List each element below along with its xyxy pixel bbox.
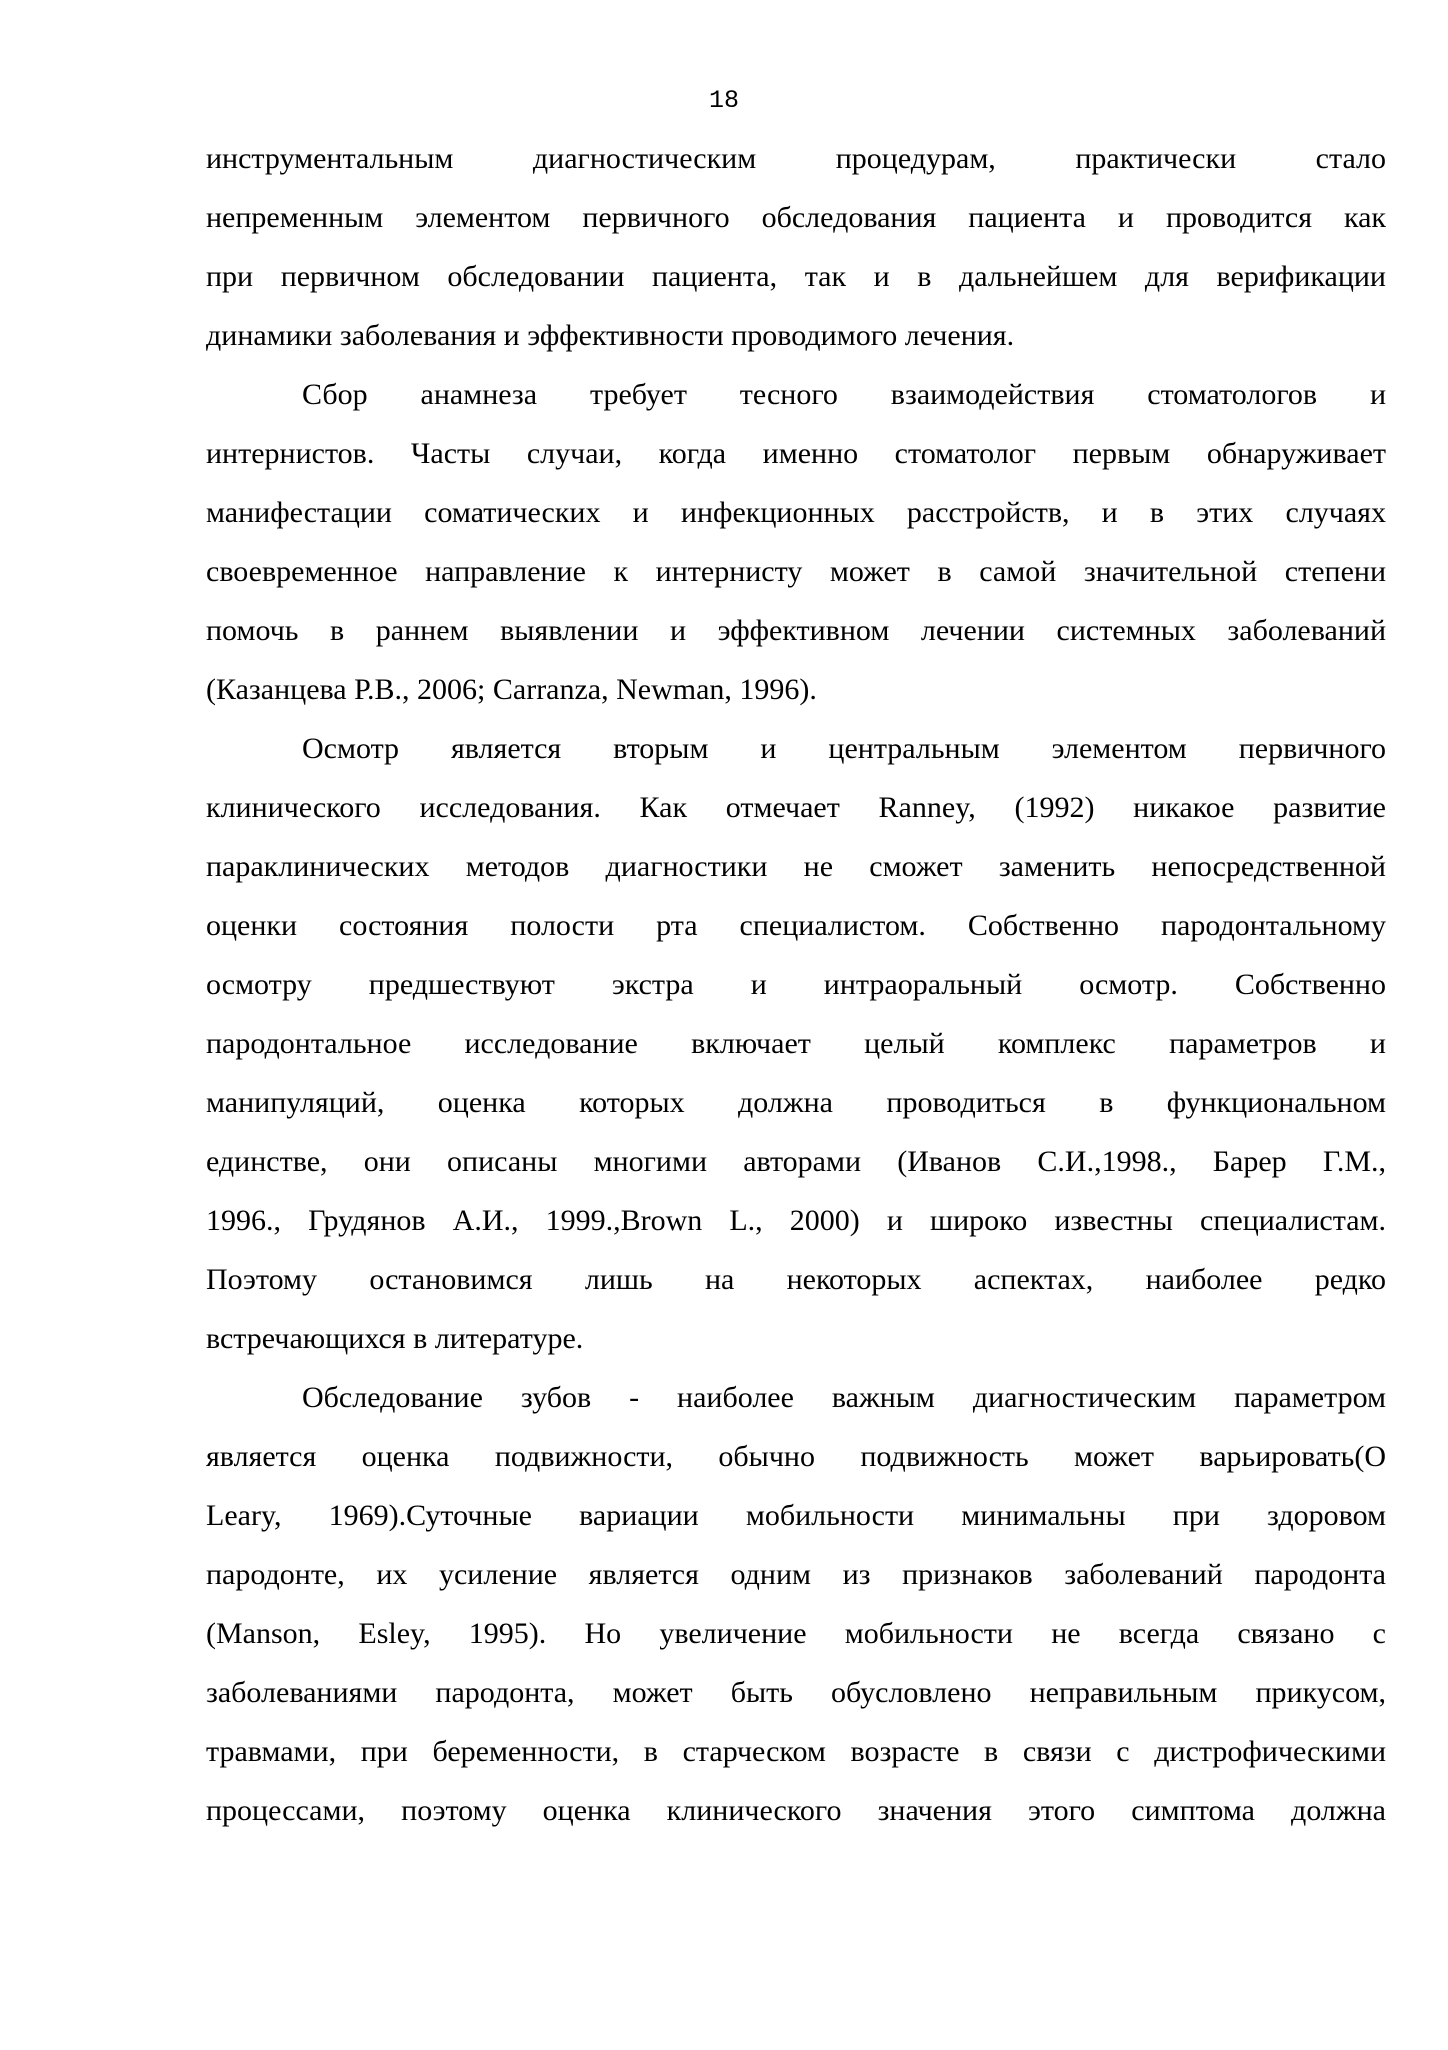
paragraph <box>206 719 1386 1368</box>
page-number: 18 <box>708 86 739 115</box>
text-line: помочь в раннем выявлении и эффективном лечении системных заболеваний <box>206 614 1386 647</box>
text-line: 1996., Грудянов А.И., 1999.,Brown L., 2000) и широко известны специалистам. <box>206 1204 1386 1237</box>
paragraph <box>206 365 1386 719</box>
text-line: Leary, 1969).Суточные вариации мобильности минимальны при здоровом <box>206 1499 1386 1532</box>
text-line: клинического исследования. Как отмечает Ranney, (1992) никакое развитие <box>206 791 1386 824</box>
text-line: динамики заболевания и эффективности проводимого лечения. <box>206 319 1015 352</box>
text-line: осмотру предшествуют экстра и интраоральный осмотр. Собственно <box>206 968 1386 1001</box>
paragraph <box>206 1368 1386 1840</box>
text-line: параклинических методов диагностики не сможет заменить непосредственной <box>206 850 1386 883</box>
text-line: (Казанцева Р.В., 2006; Carranza, Newman, 1996). <box>206 673 817 706</box>
text-line: травмами, при беременности, в старческом возрасте в связи с дистрофическими <box>206 1735 1386 1768</box>
body-text <box>206 129 1386 1840</box>
text-line: Обследование зубов - наиболее важным диагностическим параметром <box>302 1381 1386 1414</box>
text-line: Осмотр является вторым и центральным элементом первичного <box>302 732 1386 765</box>
text-line: интернистов. Часты случаи, когда именно стоматолог первым обнаруживает <box>206 437 1386 470</box>
text-line: Поэтому остановимся лишь на некоторых аспектах, наиболее редко <box>206 1263 1386 1296</box>
text-line: оценки состояния полости рта специалистом. Собственно пародонтальному <box>206 909 1386 942</box>
text-line: встречающихся в литературе. <box>206 1322 584 1355</box>
text-line: своевременное направление к интернисту может в самой значительной степени <box>206 555 1386 588</box>
text-line: (Manson, Esley, 1995). Но увеличение мобильности не всегда связано с <box>206 1617 1386 1650</box>
text-line: Сбор анамнеза требует тесного взаимодействия стоматологов и <box>302 378 1386 411</box>
text-line: процессами, поэтому оценка клинического значения этого симптома должна <box>206 1794 1386 1827</box>
text-line: манифестации соматических и инфекционных расстройств, и в этих случаях <box>206 496 1386 529</box>
text-line: является оценка подвижности, обычно подвижность может варьировать(O <box>206 1440 1386 1473</box>
text-line: непременным элементом первичного обследования пациента и проводится как <box>206 201 1386 234</box>
text-line: пародонтальное исследование включает целый комплекс параметров и <box>206 1027 1386 1060</box>
text-line: заболеваниями пародонта, может быть обусловлено неправильным прикусом, <box>206 1676 1386 1709</box>
text-line: инструментальным диагностическим процедурам, практически стало <box>206 142 1386 175</box>
text-line: пародонте, их усиление является одним из признаков заболеваний пародонта <box>206 1558 1386 1591</box>
text-line: манипуляций, оценка которых должна проводиться в функциональном <box>206 1086 1386 1119</box>
text-line: единстве, они описаны многими авторами (Иванов С.И.,1998., Барер Г.М., <box>206 1145 1386 1178</box>
text-line: при первичном обследовании пациента, так и в дальнейшем для верификации <box>206 260 1386 293</box>
paragraph <box>206 129 1386 365</box>
